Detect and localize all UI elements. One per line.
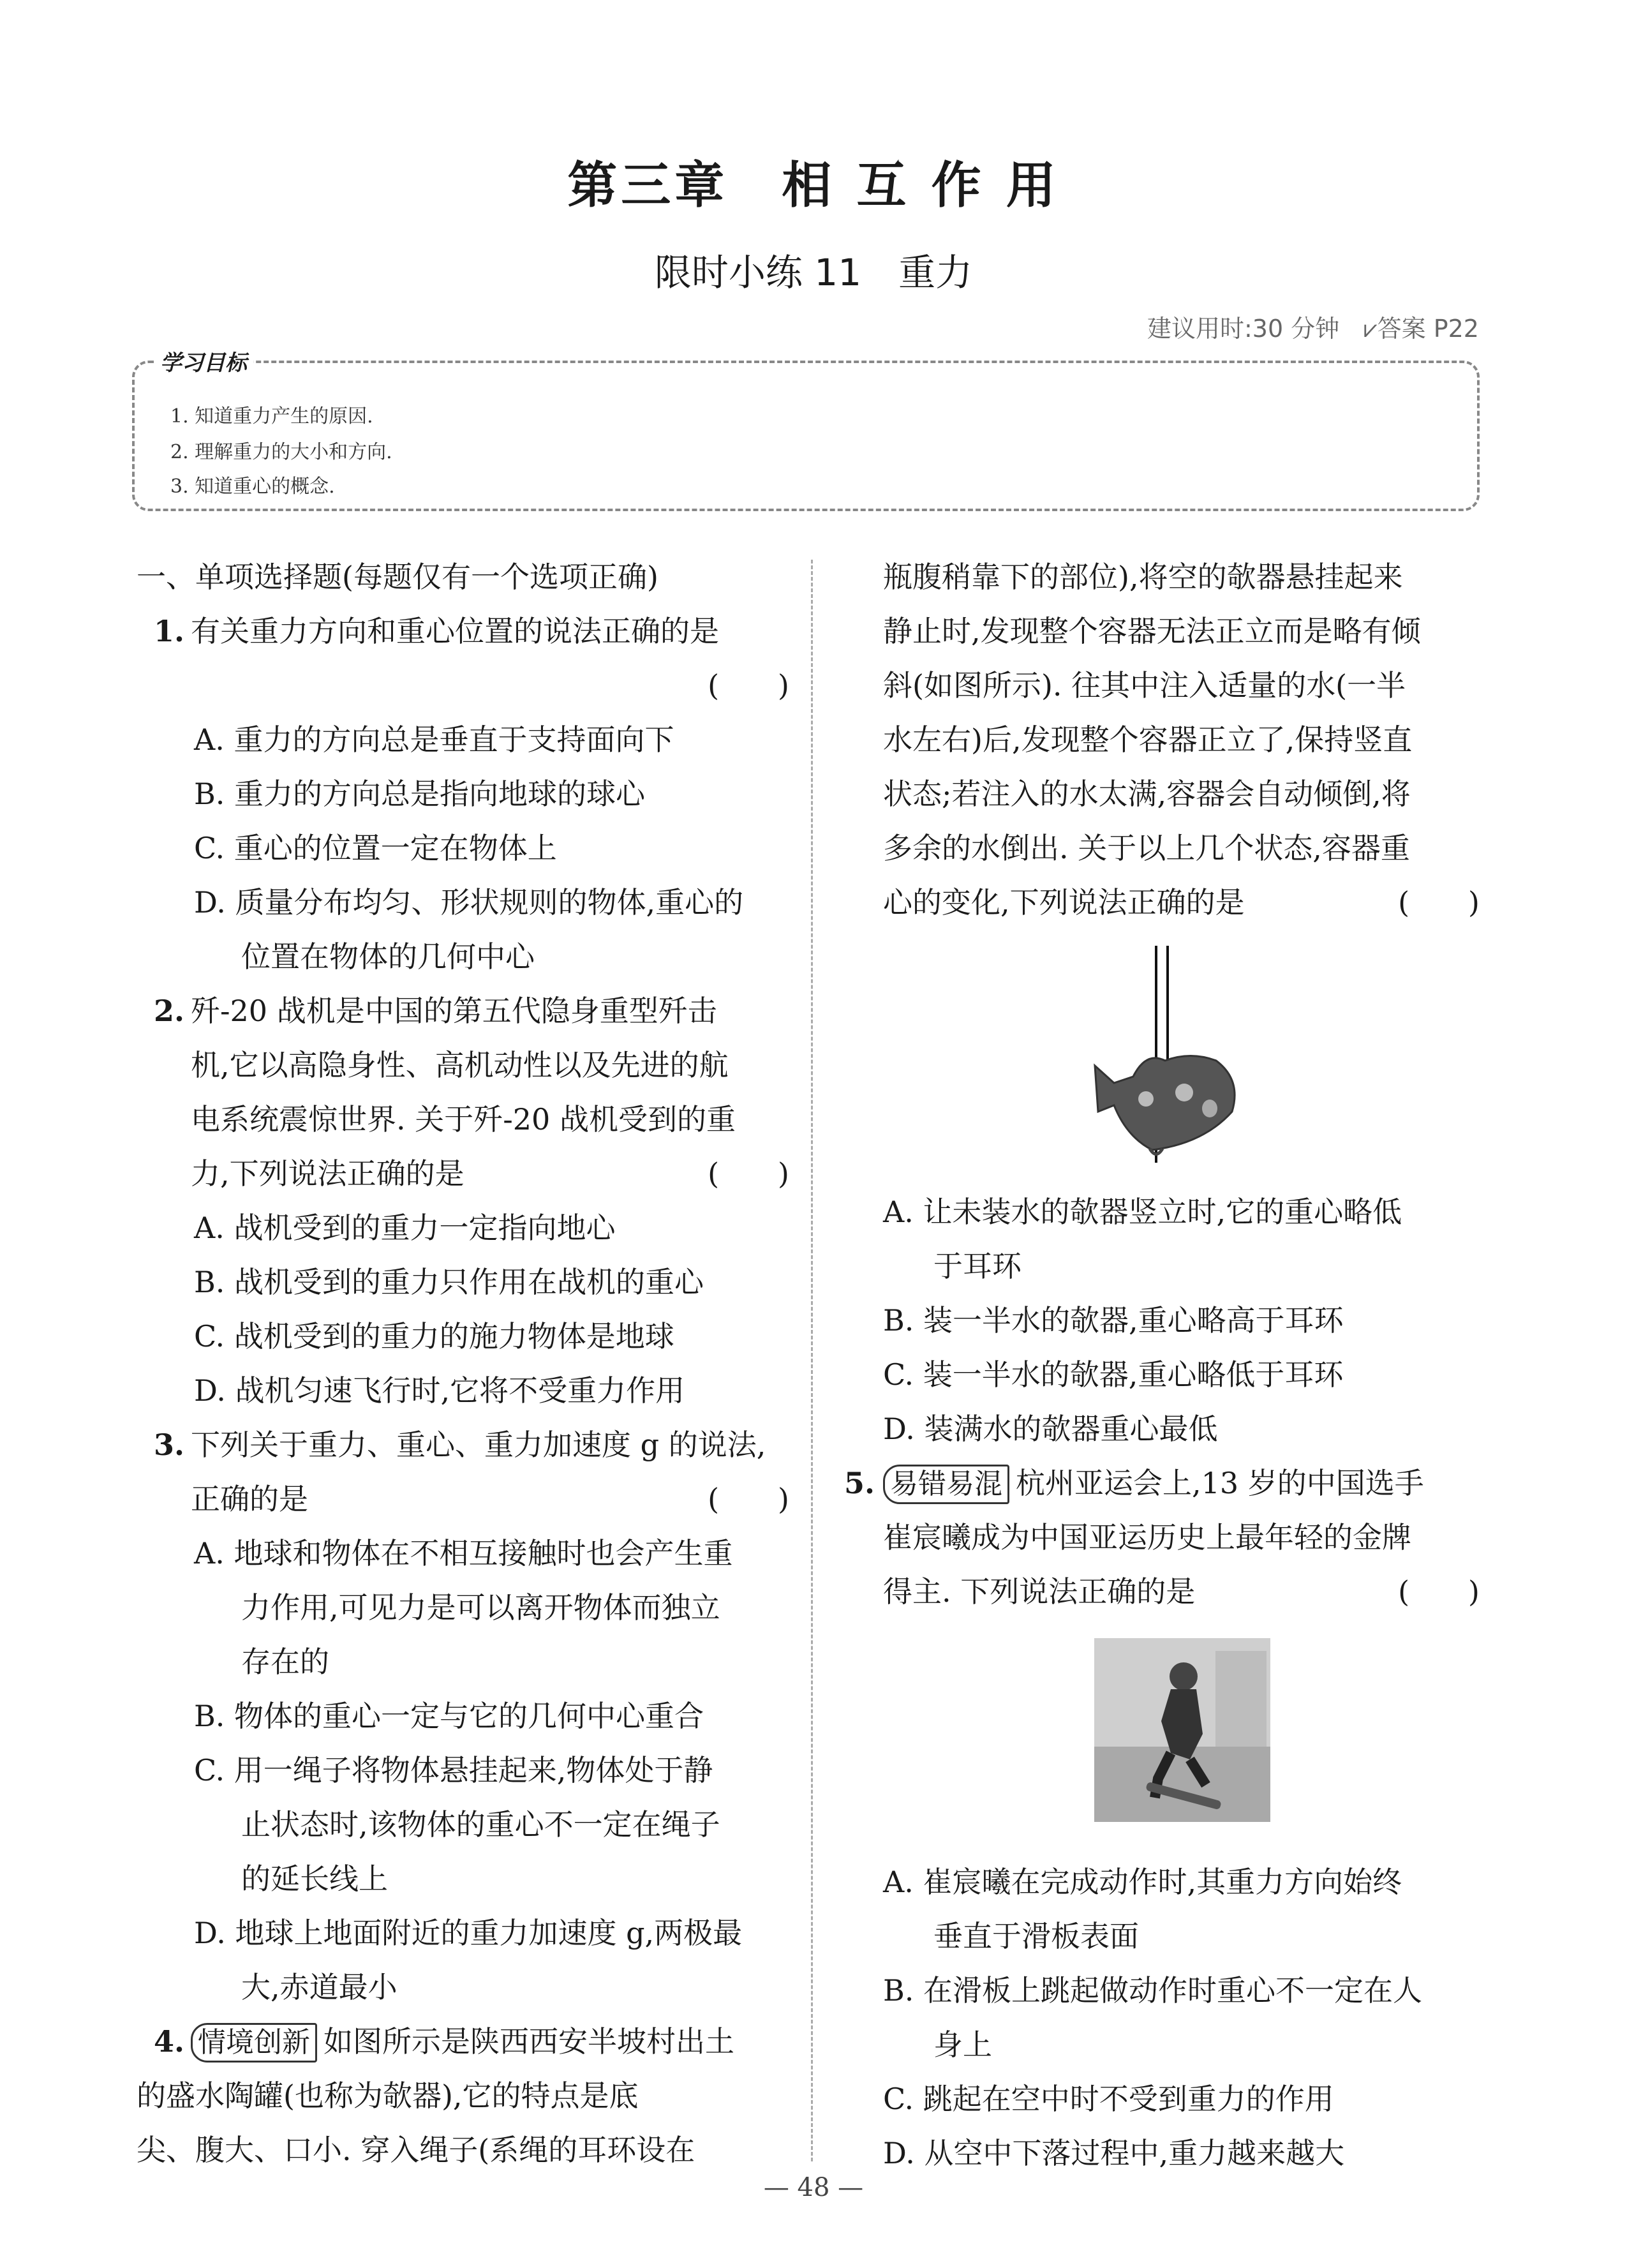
question-line <box>883 604 1480 659</box>
question-line <box>883 1511 1480 1565</box>
option-line <box>137 1960 789 2015</box>
question-line <box>137 659 789 713</box>
line-text: 于耳环 <box>933 1249 1022 1283</box>
line-text: 如图所示是陕西西安半坡村出土 <box>323 2024 734 2059</box>
line-text: 静止时,发现整个容器无法正立而是略有倾 <box>883 614 1421 648</box>
option-line <box>883 1185 1480 1239</box>
question-tag-badge: 情境创新 <box>191 2023 317 2063</box>
line-text: C. 用一绳子将物体悬挂起来,物体处于静 <box>194 1753 713 1787</box>
line-text: A. 地球和物体在不相互接触时也会产生重 <box>194 1536 733 1570</box>
line-text: C. 战机受到的重力的施力物体是地球 <box>194 1319 674 1354</box>
question-line <box>137 984 789 1038</box>
option-line <box>137 1581 789 1635</box>
column-divider <box>811 560 813 2161</box>
chapter-title: 第三章 相 互 作 用 <box>567 156 1060 214</box>
option-line <box>137 930 789 984</box>
line-text: 的盛水陶罐(也称为欹器),它的特点是底 <box>137 2078 639 2113</box>
question-line <box>883 659 1480 713</box>
answer-paren: ( ) <box>1398 885 1480 920</box>
question-number: 4. <box>154 2024 185 2059</box>
line-text: 力,下列说法正确的是 <box>191 1156 464 1191</box>
option-line <box>137 1201 789 1255</box>
line-text: C. 跳起在空中时不受到重力的作用 <box>883 2082 1334 2116</box>
option-line <box>883 1855 1480 1909</box>
line-text: 斜(如图所示). 往其中注入适量的水(一半 <box>883 668 1406 703</box>
line-text: 电系统震惊世界. 关于歼-20 战机受到的重 <box>191 1102 736 1137</box>
line-text: 得主. 下列说法正确的是 <box>883 1574 1196 1609</box>
line-text: A. 让未装水的欹器竖立时,它的重心略低 <box>883 1195 1402 1229</box>
goal-item: 2. 理解重力的大小和方向. <box>170 441 392 463</box>
answer-paren: ( ) <box>708 668 789 703</box>
question-line <box>137 1147 789 1201</box>
line-text: 力作用,可见力是可以离开物体而独立 <box>241 1590 720 1625</box>
line-text: C. 重心的位置一定在物体上 <box>194 831 557 865</box>
right-column <box>844 550 1480 2181</box>
option-line <box>137 1689 789 1743</box>
option-line <box>883 1239 1480 1294</box>
line-text: 瓶腹稍靠下的部位),将空的欹器悬挂起来 <box>883 560 1403 594</box>
learning-goals-label: 学习目标 <box>154 345 253 377</box>
option-line <box>137 1364 789 1418</box>
question-number: 2. <box>154 994 185 1028</box>
option-line <box>137 1798 789 1852</box>
question-line <box>883 1565 1480 1619</box>
line-text: D. 地球上地面附近的重力加速度 g,两极最 <box>194 1916 743 1950</box>
option-line <box>137 1852 789 1906</box>
option-line <box>883 2072 1480 2126</box>
line-text: 机,它以高隐身性、高机动性以及先进的航 <box>191 1048 729 1082</box>
question-tag-badge: 易错易混 <box>883 1465 1009 1504</box>
line-text: 杭州亚运会上,13 岁的中国选手 <box>1016 1466 1424 1500</box>
option-line <box>137 1906 789 1960</box>
line-text: 位置在物体的几何中心 <box>241 939 535 974</box>
option-line <box>137 1743 789 1798</box>
question-line <box>137 1418 789 1472</box>
question-line <box>883 550 1480 604</box>
goal-item: 3. 知道重心的概念. <box>170 475 335 498</box>
option-line <box>137 713 789 767</box>
question-line <box>137 1038 789 1093</box>
line-text: 存在的 <box>241 1645 329 1679</box>
line-text: A. 崔宸曦在完成动作时,其重力方向始终 <box>883 1865 1402 1899</box>
answer-paren: ( ) <box>708 1156 789 1191</box>
question-line <box>844 1456 1480 1511</box>
option-line <box>137 1526 789 1581</box>
section-subtitle: 限时小练 11 重力 <box>654 251 973 294</box>
line-text: D. 从空中下落过程中,重力越来越大 <box>883 2136 1345 2170</box>
question-line <box>137 604 789 659</box>
line-text: 一、单项选择题(每题仅有一个选项正确) <box>137 560 658 594</box>
option-line <box>137 1635 789 1689</box>
line-text: B. 战机受到的重力只作用在战机的重心 <box>194 1265 704 1299</box>
learning-goals-box <box>132 350 1480 511</box>
option-line <box>137 1255 789 1309</box>
line-text: D. 质量分布均匀、形状规则的物体,重心的 <box>194 885 744 920</box>
line-text: 心的变化,下列说法正确的是 <box>883 885 1245 920</box>
answer-paren: ( ) <box>1398 1574 1480 1609</box>
option-line <box>137 821 789 876</box>
skateboarder-photo <box>883 1619 1480 1855</box>
line-text: D. 装满水的欹器重心最低 <box>883 1412 1218 1446</box>
option-line <box>137 767 789 821</box>
line-text: 状态;若注入的水太满,容器会自动倾倒,将 <box>883 777 1411 811</box>
question-line <box>883 821 1480 876</box>
line-text: 有关重力方向和重心位置的说法正确的是 <box>191 614 719 648</box>
line-text: B. 在滑板上跳起做动作时重心不一定在人 <box>883 1973 1423 2008</box>
question-number: 3. <box>154 1428 185 1462</box>
line-text: 水左右)后,发现整个容器正立了,保持竖直 <box>883 722 1413 757</box>
goal-item: 1. 知道重力产生的原因. <box>170 405 373 428</box>
line-text: 正确的是 <box>191 1482 308 1516</box>
answer-paren: ( ) <box>708 1482 789 1516</box>
line-text: C. 装一半水的欹器,重心略低于耳环 <box>883 1357 1344 1392</box>
question-line <box>137 2123 789 2177</box>
left-column <box>137 550 789 2177</box>
line-text: 止状态时,该物体的重心不一定在绳子 <box>241 1807 720 1842</box>
option-line <box>883 1348 1480 1402</box>
option-line <box>883 1402 1480 1456</box>
option-line <box>883 1294 1480 1348</box>
line-text: A. 重力的方向总是垂直于支持面向下 <box>194 722 674 757</box>
line-text: 垂直于滑板表面 <box>933 1919 1139 1953</box>
line-text: B. 装一半水的欹器,重心略高于耳环 <box>883 1303 1344 1338</box>
question-line <box>883 876 1480 930</box>
option-line <box>883 2018 1480 2072</box>
line-text: 崔宸曦成为中国亚运历史上最年轻的金牌 <box>883 1520 1411 1555</box>
question-line <box>137 2015 789 2069</box>
option-line <box>883 1909 1480 1964</box>
option-line <box>137 876 789 930</box>
page-number: — 48 — <box>763 2173 864 2202</box>
question-line <box>883 767 1480 821</box>
time-answer-meta: 建议用时:30 分钟 ⩗答案 P22 <box>1147 315 1479 343</box>
hanging-vessel-figure <box>883 930 1480 1185</box>
line-text: 身上 <box>933 2027 992 2062</box>
question-line <box>883 713 1480 767</box>
line-text: 下列关于重力、重心、重力加速度 g 的说法, <box>191 1428 766 1462</box>
option-line <box>883 1964 1480 2018</box>
line-text: 的延长线上 <box>241 1861 388 1896</box>
line-text: 多余的水倒出. 关于以上几个状态,容器重 <box>883 831 1410 865</box>
question-number: 5. <box>844 1466 875 1500</box>
question-number: 1. <box>154 614 185 648</box>
line-text: 歼-20 战机是中国的第五代隐身重型歼击 <box>191 994 717 1028</box>
question-line <box>137 2069 789 2123</box>
line-text: D. 战机匀速飞行时,它将不受重力作用 <box>194 1373 685 1408</box>
section-heading <box>137 550 789 604</box>
question-line <box>137 1093 789 1147</box>
option-line <box>137 1309 789 1364</box>
line-text: 大,赤道最小 <box>241 1970 397 2004</box>
line-text: B. 重力的方向总是指向地球的球心 <box>194 777 646 811</box>
line-text: 尖、腹大、口小. 穿入绳子(系绳的耳环设在 <box>137 2133 695 2167</box>
question-line <box>137 1472 789 1526</box>
line-text: A. 战机受到的重力一定指向地心 <box>194 1211 616 1245</box>
line-text: B. 物体的重心一定与它的几何中心重合 <box>194 1699 704 1733</box>
